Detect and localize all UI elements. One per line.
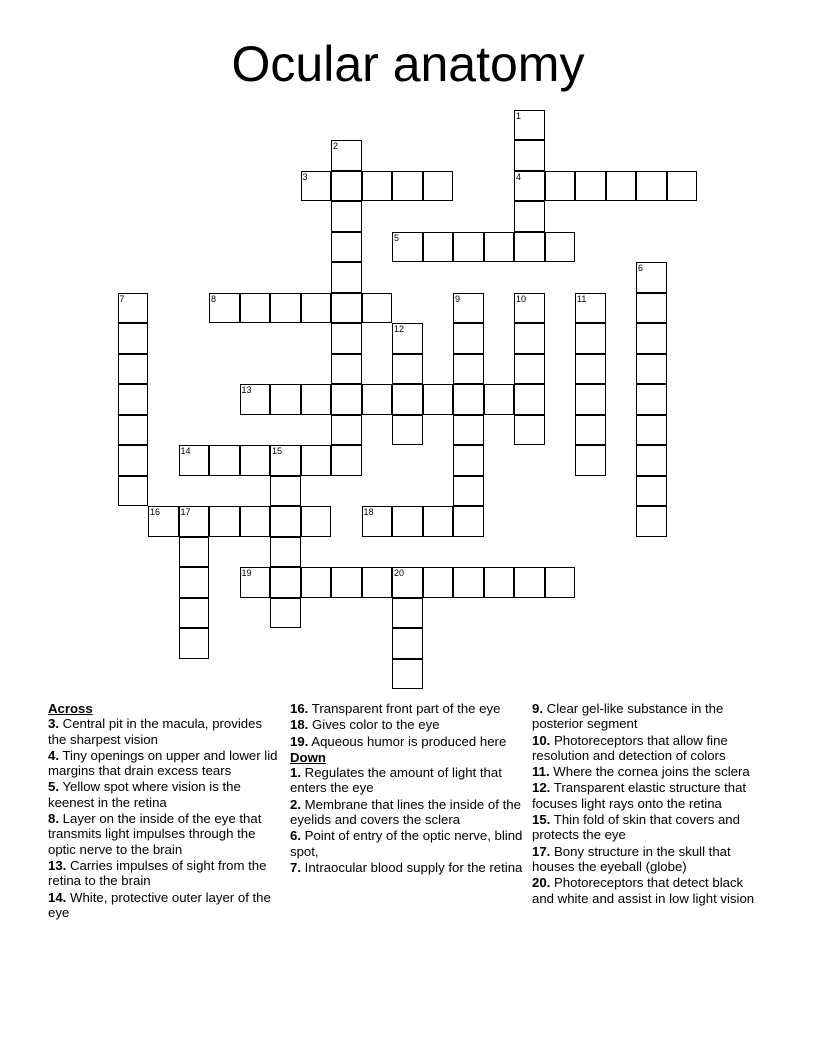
clue-across-18: 18. Gives color to the eye <box>290 717 440 733</box>
clue-down-11: 11. Where the cornea joins the sclera <box>532 764 750 780</box>
grid-cell[interactable] <box>392 323 423 354</box>
grid-cell[interactable] <box>636 323 667 354</box>
grid-cell[interactable] <box>392 171 423 202</box>
grid-cell[interactable] <box>636 171 667 202</box>
grid-cell[interactable] <box>575 384 606 415</box>
clue-down-1: 1. Regulates the amount of light that enters the eye <box>290 765 502 796</box>
puzzle-title: Ocular anatomy <box>231 36 585 92</box>
grid-cell[interactable] <box>331 415 362 446</box>
clue-number: 15 <box>272 446 283 456</box>
clue-number: 1 <box>516 110 522 121</box>
grid-cell[interactable] <box>362 171 393 202</box>
grid-cell[interactable] <box>545 232 576 263</box>
grid-cell[interactable] <box>179 598 210 629</box>
grid-cell[interactable] <box>484 384 515 415</box>
grid-cell[interactable] <box>453 293 484 324</box>
grid-cell[interactable] <box>484 567 515 598</box>
grid-cell[interactable] <box>331 140 362 171</box>
grid-cell[interactable] <box>575 323 606 354</box>
down-heading: Down <box>290 749 326 765</box>
clue-column-3 <box>532 701 768 907</box>
clue-down-12: 12. Transparent elastic structure that focuses light rays onto the retina <box>532 780 747 811</box>
grid-cell[interactable] <box>240 567 271 598</box>
clue-number: 6 <box>638 263 644 273</box>
grid-cell[interactable] <box>270 384 301 415</box>
grid-cell[interactable] <box>270 567 301 598</box>
grid-cell[interactable] <box>453 445 484 476</box>
clue-number: 13 <box>241 385 252 395</box>
grid-cell[interactable] <box>118 415 149 446</box>
grid-cell[interactable] <box>270 293 301 324</box>
grid-cell[interactable] <box>301 171 332 202</box>
clue-number: 14 <box>180 446 191 456</box>
grid-cell[interactable] <box>209 293 240 324</box>
clue-number: 5 <box>394 232 400 243</box>
grid-cell[interactable] <box>636 506 667 537</box>
grid-cell[interactable] <box>423 384 454 415</box>
grid-cell[interactable] <box>514 232 545 263</box>
grid-cell[interactable] <box>636 415 667 446</box>
grid-cell[interactable] <box>362 567 393 598</box>
grid-cell[interactable] <box>453 232 484 263</box>
grid-cell[interactable] <box>514 293 545 324</box>
grid-cell[interactable] <box>636 384 667 415</box>
grid-cell[interactable] <box>545 171 576 202</box>
grid-cell[interactable] <box>392 354 423 385</box>
grid-cell[interactable] <box>514 201 545 232</box>
grid-cell[interactable] <box>240 506 271 537</box>
clue-column-1 <box>48 701 284 921</box>
grid-cell[interactable] <box>331 567 362 598</box>
grid-cell[interactable] <box>118 384 149 415</box>
grid-cell[interactable] <box>667 171 698 202</box>
grid-cell[interactable] <box>331 171 362 202</box>
grid-cell[interactable] <box>575 445 606 476</box>
clue-across-13: 13. Carries impulses of sight from the retina to the brain <box>48 857 267 889</box>
clue-number: 4 <box>516 171 522 182</box>
clue-number: 19 <box>241 568 252 578</box>
grid-cell[interactable] <box>392 628 423 659</box>
grid-cell[interactable] <box>270 476 301 507</box>
grid-cell[interactable] <box>179 628 210 659</box>
clue-number: 18 <box>363 507 374 517</box>
grid-cell[interactable] <box>514 110 545 141</box>
grid-cell[interactable] <box>453 323 484 354</box>
clue-number: 8 <box>211 293 217 304</box>
grid-cell[interactable] <box>240 293 271 324</box>
grid-cell[interactable] <box>453 384 484 415</box>
grid-cell[interactable] <box>514 384 545 415</box>
grid-cell[interactable] <box>514 140 545 171</box>
grid-cell[interactable] <box>362 506 393 537</box>
clue-across-8: 8. Layer on the inside of the eye that transmits light impulses through the optic nerve to the brain <box>48 811 262 857</box>
clue-down-2: 2. Membrane that lines the inside of the eyelids and covers the sclera <box>290 796 521 828</box>
clue-across-14: 14. White, protective outer layer of the eye <box>48 889 271 920</box>
grid-cell[interactable] <box>118 445 149 476</box>
clue-number: 3 <box>302 171 308 182</box>
grid-cell[interactable] <box>179 537 210 568</box>
grid-cell[interactable] <box>362 293 393 324</box>
grid-cell[interactable] <box>423 232 454 263</box>
clue-column-2 <box>290 701 528 876</box>
grid-cell[interactable] <box>331 445 362 476</box>
grid-cell[interactable] <box>575 171 606 202</box>
clue-down-15: 15. Thin fold of skin that covers and protects the eye <box>532 812 740 843</box>
grid-cell[interactable] <box>331 354 362 385</box>
clue-down-7: 7. Intraocular blood supply for the retina <box>290 859 523 875</box>
across-heading: Across <box>48 701 93 716</box>
grid-cell[interactable] <box>636 476 667 507</box>
grid-cell[interactable] <box>362 384 393 415</box>
grid-cell[interactable] <box>636 293 667 324</box>
grid-cell[interactable] <box>453 506 484 537</box>
grid-cell[interactable] <box>575 415 606 446</box>
clue-number: 11 <box>577 293 587 304</box>
grid-cell[interactable] <box>118 323 149 354</box>
clue-number: 12 <box>394 324 405 334</box>
grid-cell[interactable] <box>636 354 667 385</box>
grid-cell[interactable] <box>179 445 210 476</box>
grid-cell[interactable] <box>514 323 545 354</box>
grid-cell[interactable] <box>392 384 423 415</box>
grid-cell[interactable] <box>575 354 606 385</box>
grid-cell[interactable] <box>453 415 484 446</box>
grid-cell[interactable] <box>392 598 423 629</box>
clue-down-9: 9. Clear gel-like substance in the posterior segment <box>532 701 724 732</box>
grid-cell[interactable] <box>270 506 301 537</box>
grid-cell[interactable] <box>209 506 240 537</box>
grid-cell[interactable] <box>240 384 271 415</box>
grid-cell[interactable] <box>301 293 332 324</box>
grid-cell[interactable] <box>545 567 576 598</box>
clue-number: 17 <box>180 507 191 517</box>
grid-cell[interactable] <box>179 506 210 537</box>
clue-number: 7 <box>119 293 125 304</box>
clue-down-10: 10. Photoreceptors that allow fine resolution and detection of colors <box>532 732 728 763</box>
grid-cell[interactable] <box>392 415 423 446</box>
grid-cell[interactable] <box>331 323 362 354</box>
grid-cell[interactable] <box>270 445 301 476</box>
grid-cell[interactable] <box>301 445 332 476</box>
clue-across-19: 19. Aqueous humor is produced here <box>290 733 507 749</box>
grid-cell[interactable] <box>118 293 149 324</box>
grid-cell[interactable] <box>270 537 301 568</box>
grid-cell[interactable] <box>209 445 240 476</box>
clue-number: 2 <box>333 141 339 151</box>
grid-cell[interactable] <box>331 232 362 263</box>
grid-cell[interactable] <box>575 293 606 324</box>
grid-cell[interactable] <box>301 506 332 537</box>
grid-cell[interactable] <box>606 171 637 202</box>
clue-down-17: 17. Bony structure in the skull that houses the eyeball (globe) <box>532 843 731 874</box>
clue-across-5: 5. Yellow spot where vision is the keenest in the retina <box>48 779 241 810</box>
grid-cell[interactable] <box>514 567 545 598</box>
grid-cell[interactable] <box>240 445 271 476</box>
grid-cell[interactable] <box>514 171 545 202</box>
grid-cell[interactable] <box>392 567 423 598</box>
grid-cell[interactable] <box>148 506 179 537</box>
grid-cell[interactable] <box>392 659 423 690</box>
grid-cell[interactable] <box>331 201 362 232</box>
clue-number: 9 <box>455 293 461 304</box>
grid-cell[interactable] <box>423 567 454 598</box>
grid-cell[interactable] <box>392 506 423 537</box>
clue-number: 20 <box>394 568 405 578</box>
grid-cell[interactable] <box>270 598 301 629</box>
grid-cell[interactable] <box>331 262 362 293</box>
grid-cell[interactable] <box>179 567 210 598</box>
grid-cell[interactable] <box>453 476 484 507</box>
clue-down-6: 6. Point of entry of the optic nerve, blind spot, <box>290 828 523 859</box>
clue-across-4: 4. Tiny openings on upper and lower lid margins that drain excess tears <box>48 747 278 779</box>
grid-cell[interactable] <box>331 384 362 415</box>
grid-cell[interactable] <box>301 384 332 415</box>
clue-number: 16 <box>150 507 161 517</box>
grid-cell[interactable] <box>392 232 423 263</box>
clue-across-3: 3. Central pit in the macula, provides the sharpest vision <box>48 716 263 747</box>
clue-across-16: 16. Transparent front part of the eye <box>290 701 501 716</box>
grid-cell[interactable] <box>423 506 454 537</box>
grid-cell[interactable] <box>423 171 454 202</box>
clue-down-20: 20. Photoreceptors that detect black and white and assist in low light vision <box>532 875 755 906</box>
grid-cell[interactable] <box>514 415 545 446</box>
grid-cell[interactable] <box>636 262 667 293</box>
clue-number: 10 <box>516 293 527 304</box>
grid-cell[interactable] <box>331 293 362 324</box>
grid-cell[interactable] <box>514 354 545 385</box>
grid-cell[interactable] <box>118 476 149 507</box>
grid-cell[interactable] <box>118 354 149 385</box>
grid-cell[interactable] <box>484 232 515 263</box>
grid-cell[interactable] <box>453 567 484 598</box>
grid-cell[interactable] <box>453 354 484 385</box>
grid-cell[interactable] <box>636 445 667 476</box>
grid-cell[interactable] <box>301 567 332 598</box>
